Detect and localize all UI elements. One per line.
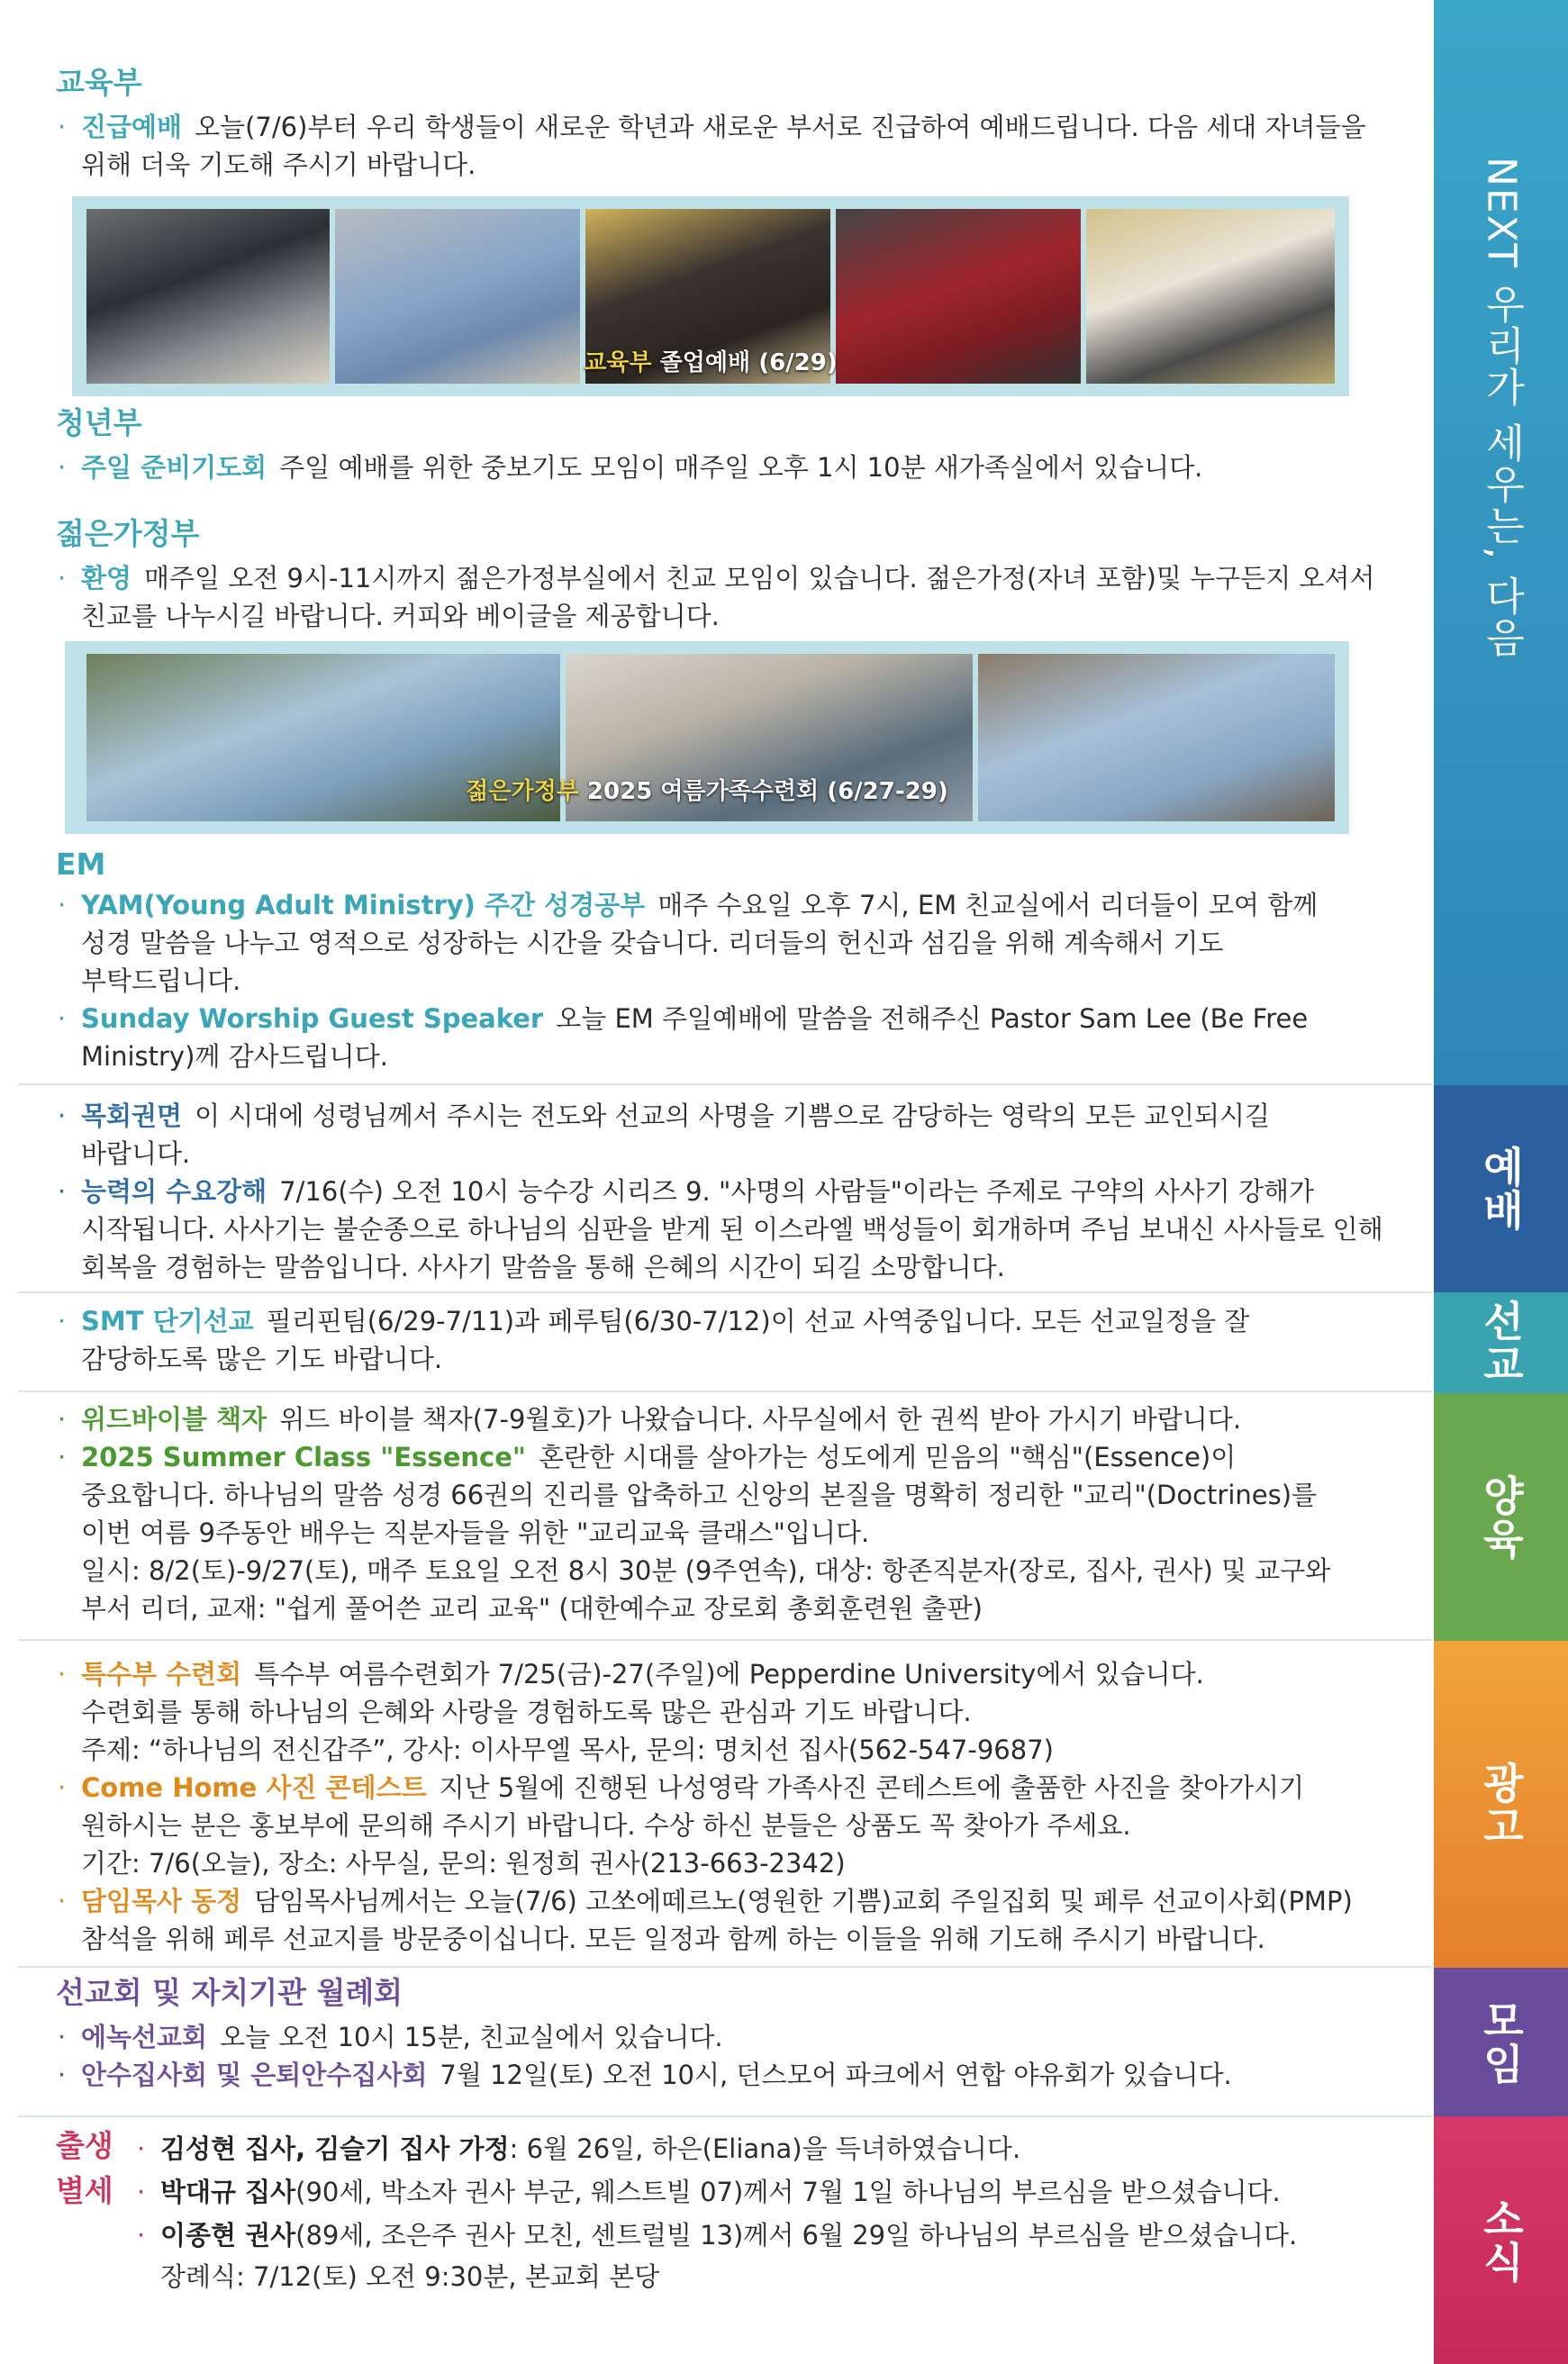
- sidebar-tab-meetings[interactable]: [1434, 1968, 1568, 2116]
- item-text: 이 시대에 성령님께서 주시는 전도와 선교의 사명을 기쁨으로 감당하는 영락의 모든 교인되시길: [195, 1100, 1271, 1131]
- section-heading: EM: [56, 847, 106, 882]
- item-text-cont: 장례식: 7/12(토) 오전 9:30분, 본교회 본당: [160, 2261, 660, 2292]
- sidebar-label: 선교: [1476, 1300, 1526, 1386]
- caption-text: 졸업예배 (6/29): [651, 349, 838, 376]
- item-text-cont: 일시: 8/2(토)-9/27(토), 매주 토요일 오전 8시 30분 (9주연속), 대상: 항존직분자(장로, 집사, 권사) 및 교구와: [81, 1555, 1331, 1586]
- item-text-cont: 회복을 경험하는 말씀입니다. 사사기 말씀을 통해 은혜의 시간이 되길 소망합니다.: [81, 1252, 1005, 1282]
- caption-text: 2025 여름가족수련회 (6/27-29): [578, 778, 948, 805]
- bullet-icon: ·: [58, 451, 67, 483]
- sidebar-label: 모임: [1476, 1998, 1526, 2086]
- section-heading: 청년부: [56, 405, 142, 440]
- item-text: 오늘 오전 10시 15분, 친교실에서 있습니다.: [220, 2021, 723, 2052]
- item-text: 오늘(7/6)부터 우리 학생들이 새로운 학년과 새로운 부서로 진급하여 예배드립니다. 다음 세대 자녀들을: [195, 111, 1366, 142]
- list-item: [56, 1655, 1407, 1693]
- item-text-cont: 성경 말씀을 나누고 영적으로 성장하는 시간을 갖습니다. 리더들의 헌신과 섬김을 위해 계속해서 기도: [81, 927, 1224, 958]
- photo-strip-graduation: [72, 196, 1349, 396]
- item-text-cont: 이번 여름 9주동안 배우는 직분자들을 위한 "교리교육 클래스"입니다.: [81, 1517, 870, 1548]
- youth-section: [56, 405, 1407, 486]
- news-labels: [56, 2124, 137, 2214]
- item-text: 매주일 오전 9시-11시까지 젊은가정부실에서 친교 모임이 있습니다. 젊은가정(자녀 포함)및 누구든지 오셔서: [144, 562, 1375, 593]
- item-text-cont: 바랍니다.: [81, 1138, 191, 1169]
- bullet-icon: ·: [58, 1002, 67, 1034]
- list-item: [56, 1769, 1407, 1807]
- bullet-icon: ·: [58, 562, 67, 593]
- list-item: [135, 2170, 1396, 2214]
- item-text-cont: 부서 리더, 교재: "쉽게 풀어쓴 교리 교육" (대한예수교 장로회 총회훈련원 출판): [81, 1593, 983, 1624]
- item-text-cont: 기간: 7/6(오늘), 장소: 사무실, 문의: 원정희 권사(213-663-2342): [81, 1848, 846, 1879]
- photo-strip-retreat: [65, 641, 1349, 834]
- item-text: 지난 5월에 진행된 나성영락 가족사진 콘테스트에 출품한 사진을 찾아가시기: [439, 1772, 1305, 1803]
- item-text: 필리핀팀(6/29-7/11)과 페루팀(6/30-7/12)이 선교 사역중입니다. 모든 선교일정을 잘: [266, 1306, 1250, 1336]
- item-text-cont: Ministry)께 감사드립니다.: [81, 1040, 388, 1072]
- list-item: [56, 1097, 1407, 1135]
- bullet-icon: ·: [58, 2021, 67, 2052]
- mission-section: [56, 1302, 1407, 1378]
- photo-caption: [65, 773, 1349, 806]
- section-heading: 젊은가정부: [56, 516, 200, 551]
- nurture-section: [56, 1400, 1407, 1627]
- list-item: [135, 2214, 1396, 2257]
- item-label: 주일 준비기도회: [81, 451, 267, 483]
- bullet-icon: ·: [58, 1772, 67, 1803]
- item-label: YAM(Young Adult Ministry) 주간 성경공부: [81, 889, 646, 920]
- worship-section: [56, 1097, 1407, 1286]
- section-sidebar: [1434, 0, 1568, 2364]
- list-item: [56, 1882, 1407, 1920]
- bullet-icon: ·: [58, 1442, 67, 1472]
- meetings-section: [56, 1975, 1407, 2094]
- item-text: 위드 바이블 책자(7-9월호)가 나왔습니다. 사무실에서 한 권씩 받아 가시기 바랍니다.: [279, 1404, 1242, 1435]
- item-text-cont: 원하시는 분은 홍보부에 문의해 주시기 바랍니다. 수상 하신 분들은 상품도 꼭 찾아가 주세요.: [81, 1810, 1131, 1841]
- list-item: [56, 1173, 1407, 1210]
- item-text: 매주 수요일 오후 7시, EM 친교실에서 리더들이 모여 함께: [657, 889, 1319, 920]
- bullet-icon: ·: [58, 2059, 67, 2090]
- item-label: 목회권면: [81, 1100, 183, 1131]
- bullet-icon: ·: [58, 111, 67, 142]
- em-section: [56, 847, 1407, 1075]
- bullet-icon: ·: [58, 1404, 67, 1435]
- divider: [18, 1966, 1432, 1968]
- list-item: [56, 2018, 1407, 2056]
- item-text: : 6월 26일, 하은(Eliana)을 득녀하였습니다.: [509, 2133, 1021, 2164]
- birth-label: 출생: [56, 2128, 113, 2163]
- item-text: 7월 12일(토) 오전 10시, 던스모어 파크에서 연합 야유회가 있습니다.: [440, 2059, 1232, 2090]
- divider: [18, 1291, 1432, 1293]
- bullet-icon: ·: [137, 2220, 146, 2251]
- list-item: [56, 1302, 1407, 1340]
- item-label: 위드바이블 책자: [81, 1404, 267, 1435]
- item-text: (89세, 조은주 권사 모친, 센트럴빌 13)께서 6월 29일 하나님의 부르심을 받으셨습니다.: [295, 2220, 1298, 2251]
- item-text-cont: 수련회를 통해 하나님의 은혜와 사랑을 경험하도록 많은 관심과 기도 바랍니다.: [81, 1697, 972, 1727]
- list-item: [56, 448, 1407, 486]
- divider: [18, 1083, 1432, 1085]
- item-text: (90세, 박소자 권사 부군, 웨스트빌 07)께서 7월 1일 하나님의 부르심을 받으셨습니다.: [295, 2177, 1281, 2207]
- item-text: 혼란한 시대를 살아가는 성도에게 믿음의 "핵심"(Essence)이: [538, 1442, 1237, 1472]
- item-label: 안수집사회 및 은퇴안수집사회: [81, 2059, 428, 2090]
- sidebar-tab-ads[interactable]: [1434, 1641, 1568, 1968]
- caption-accent: 젊은가정부: [466, 778, 579, 805]
- sidebar-label: 예배: [1476, 1146, 1526, 1232]
- divider: [18, 1639, 1432, 1641]
- item-text-cont: 시작됩니다. 사사기는 불순종으로 하나님의 심판을 받게 된 이스라엘 백성들이 회개하며 주님 보내신 사사들로 인해: [81, 1214, 1383, 1245]
- sidebar-tab-worship[interactable]: [1434, 1085, 1568, 1292]
- photo-caption: [72, 344, 1349, 377]
- bullet-icon: ·: [58, 1886, 67, 1916]
- item-text: 7/16(수) 오전 10시 능수강 시리즈 9. "사명의 사람들"이라는 주제로 구약의 사사기 강해가: [279, 1176, 1315, 1207]
- bullet-icon: ·: [58, 889, 67, 920]
- section-heading: 선교회 및 자치기관 월례회: [56, 1975, 403, 2010]
- divider: [18, 1390, 1432, 1392]
- item-text-cont: 위해 더욱 기도해 주시기 바랍니다.: [81, 149, 476, 180]
- sidebar-tab-nurture[interactable]: [1434, 1393, 1568, 1641]
- item-label: Come Home 사진 콘테스트: [81, 1772, 427, 1803]
- item-label: 박대규 집사: [160, 2177, 296, 2207]
- item-label: 에녹선교회: [81, 2021, 208, 2052]
- death-label: 별세: [56, 2173, 113, 2208]
- item-text-cont: 참석을 위해 페루 선교지를 방문중이십니다. 모든 일정과 함께 하는 이들을 위해 기도해 주시기 바랍니다.: [81, 1924, 1265, 1954]
- item-text: 담임목사님께서는 오늘(7/6) 고쏘에떼르노(영원한 기쁨)교회 주일집회 및 페루 선교이사회(PMP): [254, 1886, 1353, 1916]
- item-text: 오늘 EM 주일예배에 말씀을 전해주신 Pastor Sam Lee (Be Free: [556, 1002, 1309, 1034]
- item-label: 2025 Summer Class "Essence": [81, 1442, 526, 1472]
- item-label: 특수부 수련회: [81, 1659, 242, 1689]
- bullet-icon: ·: [58, 1659, 67, 1689]
- sidebar-tab-next[interactable]: [1434, 0, 1568, 1085]
- sidebar-label: 양육: [1476, 1473, 1526, 1561]
- item-label: 담임목사 동정: [81, 1886, 242, 1916]
- item-text: 특수부 여름수련회가 7/25(금)-27(주일)에 Pepperdine University에서 있습니다.: [254, 1659, 1204, 1689]
- item-text: 주일 예배를 위한 중보기도 모임이 매주일 오후 1시 10분 새가족실에서 있습니다.: [279, 451, 1203, 483]
- caption-accent: 교육부: [584, 349, 652, 376]
- item-label: 김성현 집사, 김슬기 집사 가정: [160, 2133, 510, 2164]
- bullet-icon: ·: [58, 1100, 67, 1131]
- section-heading: 교육부: [56, 65, 142, 100]
- list-item: [56, 1438, 1407, 1476]
- sidebar-tab-mission[interactable]: [1434, 1292, 1568, 1393]
- list-item: [135, 2127, 1396, 2170]
- bullet-icon: ·: [58, 1176, 67, 1207]
- sidebar-tab-news[interactable]: [1434, 2116, 1568, 2364]
- news-items: [135, 2127, 1396, 2296]
- bullet-icon: ·: [137, 2133, 146, 2164]
- item-label: SMT 단기선교: [81, 1306, 254, 1336]
- sidebar-label: NEXT 우리가 세우는, 다음: [1478, 157, 1525, 658]
- bullet-icon: ·: [137, 2177, 146, 2207]
- list-item: [56, 886, 1407, 924]
- item-label: Sunday Worship Guest Speaker: [81, 1002, 544, 1034]
- item-text-cont: 친교를 나누시길 바랍니다. 커피와 베이글을 제공합니다.: [81, 600, 720, 631]
- list-item: [56, 559, 1407, 597]
- divider: [18, 2115, 1432, 2117]
- bullet-icon: ·: [58, 1306, 67, 1336]
- education-section: [56, 65, 1407, 184]
- item-label: 능력의 수요강해: [81, 1176, 267, 1207]
- item-label: 환영: [81, 562, 132, 593]
- list-item: [56, 2056, 1407, 2094]
- list-item: [56, 108, 1407, 146]
- item-label: 이종현 권사: [160, 2220, 296, 2251]
- list-item: [56, 1400, 1407, 1438]
- sidebar-label: 광고: [1476, 1761, 1526, 1848]
- item-text-cont: 주제: “하나님의 전신갑주”, 강사: 이사무엘 목사, 문의: 명치선 집사(562-547-9687): [81, 1735, 1054, 1765]
- item-text-cont: 감당하도록 많은 기도 바랍니다.: [81, 1344, 443, 1374]
- young-family-section: [56, 516, 1407, 635]
- item-text-cont: 부탁드립니다.: [81, 965, 241, 996]
- item-text-cont: 중요합니다. 하나님의 말씀 성경 66권의 진리를 압축하고 신앙의 본질을 명확히 정리한 "교리"(Doctrines)를: [81, 1480, 1318, 1510]
- ads-section: [56, 1655, 1407, 1958]
- list-item: [56, 1000, 1407, 1037]
- item-label: 진급예배: [81, 111, 183, 142]
- sidebar-label: 소식: [1476, 2196, 1526, 2284]
